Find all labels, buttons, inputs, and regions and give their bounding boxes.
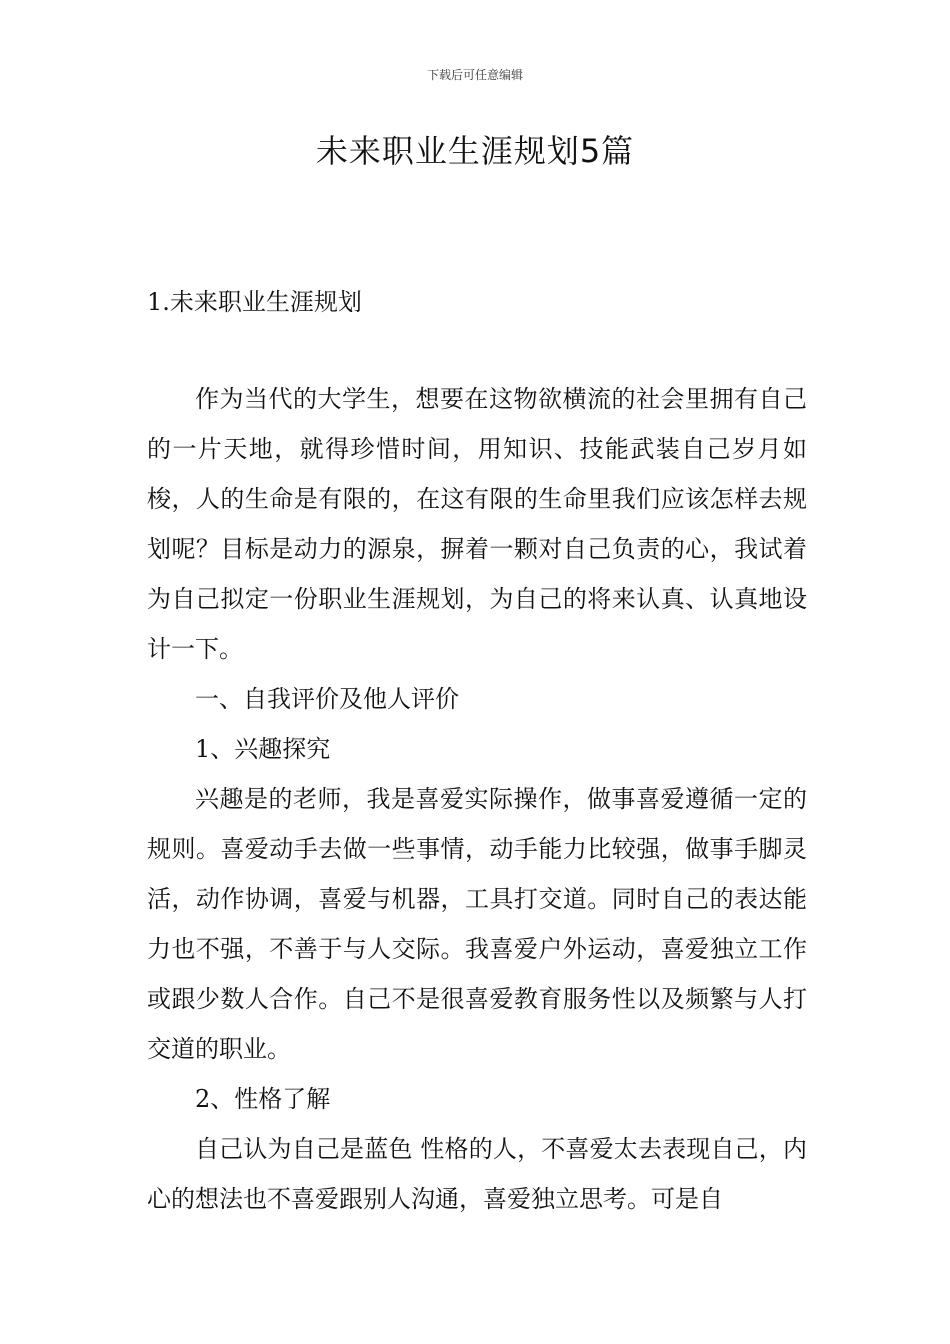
subheading-interest: 1、兴趣探究 — [195, 735, 331, 763]
paragraph-intro: 作为当代的大学生，想要在这物欲横流的社会里拥有自己的一片天地，就得珍惜时间，用知识、技能武装自己岁月如梭，人的生命是有限的，在这有限的生命里我们应该怎样去规划呢？目标是动力的源泉，摒着一颗对自己负责的心，我试着为自己拟定一份职业生涯规划，为自己的将来认真、认真地设计一下。 — [147, 385, 807, 663]
subheading-personality: 2、性格了解 — [195, 1085, 331, 1113]
document-body — [147, 374, 807, 1224]
subheading-self-evaluation: 一、自我评价及他人评价 — [195, 685, 459, 713]
section-heading: 1.未来职业生涯规划 — [147, 288, 362, 316]
paragraph-personality: 自己认为自己是蓝色 性格的人，不喜爱太去表现自己，内心的想法也不喜爱跟别人沟通，喜爱独立思考。可是自 — [147, 1135, 807, 1213]
header-note: 下载后可任意编辑 — [426, 68, 523, 82]
document-title: 未来职业生涯规划5篇 — [315, 132, 635, 170]
paragraph-interest: 兴趣是的老师，我是喜爱实际操作，做事喜爱遵循一定的规则。喜爱动手去做一些事情，动手能力比较强，做事手脚灵活，动作协调，喜爱与机器，工具打交道。同时自己的表达能力也不强，不善于与人交际。我喜爱户外运动，喜爱独立工作或跟少数人合作。自己不是很喜爱教育服务性以及频繁与人打交道的职业。 — [147, 785, 807, 1063]
